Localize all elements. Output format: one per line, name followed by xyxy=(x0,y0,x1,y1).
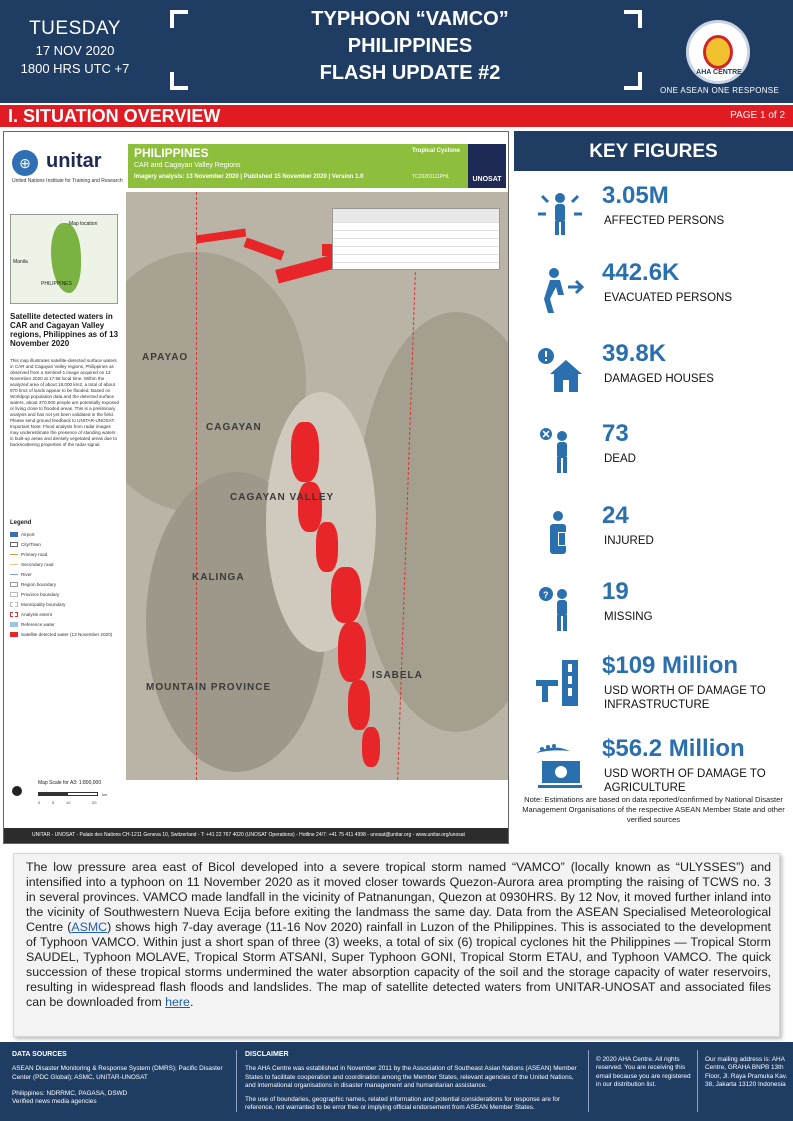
legend-item: Province boundary xyxy=(10,592,59,597)
flood-area xyxy=(348,680,370,730)
evacuated-persons-icon xyxy=(532,265,588,315)
legend-item: City/Town xyxy=(10,542,41,547)
narrative-text: The low pressure area east of Bicol developed into a severe tropical storm named “VAMCO” (locally known as “ULYSSES”) and intensified into a typhoon on 11 November 2020 as it moved closer towards Quezon-Aurora area prompting the raising of TCWS no. 3 in several provinces. VAMCO made landfall in the vicinity of Patnanungan, Quezon at 0930HRS. By 12 Nov, it moved further inland into the vicinity of Southwestern Nueva Ecija before exiting the landmass the same day. Data from the ASEAN Specialised Meteorological Centre (ASMC) shows high 7-day average (11-16 Nov 2020) rainfall in Luzon of the Philippines. This is associated to the development of Typhoon VAMCO. Within just a short span of three (3) weeks, a total of six (6) tropical cyclones hit the Philippines — Tropical Storm SAUDEL, Typhoon MOLAVE, Tropical Storm ATSANI, Super Typhoon GONI, Tropical Storm ETAU, and Typhoon VAMCO. The quick succession of these tropical storms undermined the water absorption capacity of the soil and the storage capacity of water reservoirs, resulting in widespread flash floods and landslides. The map of satellite detected waters from UNITAR-UNOSAT and associated files can be downloaded from here. xyxy=(26,860,771,1009)
footer xyxy=(0,1042,793,1121)
map-sidebar xyxy=(4,194,126,794)
scale-tick: 10 xyxy=(66,800,71,805)
inset-title: Map location xyxy=(69,221,98,227)
unosat-logo: UNOSAT xyxy=(468,144,506,188)
map-label-apayao: APAYAO xyxy=(142,352,189,363)
table-row xyxy=(333,223,499,231)
data-sources-text: ASEAN Disaster Monitoring & Response System (DMRS); Pacific Disaster Center (PDC Global); ASMC, UNITAR-UNOSAT xyxy=(12,1065,223,1081)
table-row xyxy=(333,231,499,239)
map-region: CAR and Cagayan Valley Regions xyxy=(134,162,241,169)
report-day: TUESDAY xyxy=(29,18,121,39)
table-header-row xyxy=(333,209,499,223)
legend-item: River xyxy=(10,572,32,577)
map-label-cagayan: CAGAYAN xyxy=(206,422,262,433)
data-sources-media: Verified news media agencies xyxy=(12,1098,97,1106)
missing-value: 19 xyxy=(602,578,629,605)
evacuated-label: EVACUATED PERSONS xyxy=(604,292,733,304)
key-figures-title: KEY FIGURES xyxy=(589,141,718,162)
frame-corner-bottom-right xyxy=(624,72,642,90)
scale-unit: km xyxy=(102,792,108,797)
asean-emblem-icon xyxy=(703,35,733,69)
dead-person-icon xyxy=(532,426,588,476)
flood-map xyxy=(3,131,509,844)
tagline: ONE ASEAN ONE RESPONSE xyxy=(660,86,780,95)
valley-shade xyxy=(266,392,376,652)
map-scale-label: Map Scale for A3: 1:800,000 xyxy=(38,780,102,786)
injured-value: 24 xyxy=(602,502,629,529)
svg-text:?: ? xyxy=(543,590,549,600)
inset-city: Manila xyxy=(13,259,28,265)
header-banner xyxy=(0,0,793,103)
legend-item: Analysis extent xyxy=(10,612,52,617)
flood-area xyxy=(362,727,380,767)
infrastructure-value: $109 Million xyxy=(602,652,739,679)
scale-bar xyxy=(38,792,98,796)
section-title: I. SITUATION OVERVIEW xyxy=(8,106,221,126)
injured-label: INJURED xyxy=(604,535,654,547)
evacuated-value: 442.6K xyxy=(602,259,680,286)
report-date: 17 NOV 2020 xyxy=(35,43,115,58)
injured-person-icon xyxy=(532,508,588,558)
map-label-mountain-province: MOUNTAIN PROVINCE xyxy=(146,682,272,693)
key-figure-injured xyxy=(514,502,793,582)
damaged-house-icon xyxy=(532,346,588,396)
title-line-2: PHILIPPINES xyxy=(347,35,473,57)
report-time: 1800 HRS UTC +7 xyxy=(20,61,130,76)
un-emblem-icon: ⊕ xyxy=(12,150,38,176)
damaged-houses-value: 39.8K xyxy=(602,340,667,367)
glide-code: TC20201111PHL xyxy=(412,174,450,180)
footer-address: Our mailing address is: AHA Centre, GRAHA BNPB 13th Floor, Jl. Raya Pramuka Kav. 38, Jakarta 13120 Indonesia xyxy=(705,1056,788,1088)
legend-item: Primary road xyxy=(10,552,47,557)
legend-item: Region boundary xyxy=(10,582,56,587)
footer-disclaimer xyxy=(245,1051,583,1113)
key-figure-affected xyxy=(514,182,793,262)
data-sources-title: DATA SOURCES xyxy=(12,1051,67,1058)
legend-item: Secondary road xyxy=(10,562,53,567)
inset-country: PHILIPPINES xyxy=(41,281,72,287)
situation-narrative xyxy=(13,853,780,1037)
flood-area xyxy=(331,567,361,623)
agriculture-value: $56.2 Million xyxy=(602,735,745,762)
disclaimer-text-2: The use of boundaries, geographic names, related information and potential considerations for response are for reference, not warranted to be error free or implying official endorsement from ASEAN Member States. xyxy=(245,1096,561,1112)
exposure-table xyxy=(332,208,500,270)
footer-data-sources xyxy=(12,1051,226,1106)
affected-value: 3.05M xyxy=(602,182,669,209)
report-title xyxy=(200,6,620,87)
title-line-3: FLASH UPDATE #2 xyxy=(319,62,501,84)
inset-map xyxy=(10,214,118,304)
disclaimer-text-1: The AHA Centre was established in November 2011 by the Association of Southeast Asian Nations (ASEAN) Member States to facilitate cooperation and coordination among the Member States, relevant agencies of the United Nations, and international organisations in disaster management and humanitarian assistance. xyxy=(245,1065,577,1089)
table-row xyxy=(333,255,499,263)
scale-tick: 0 xyxy=(38,800,41,805)
missing-label: MISSING xyxy=(604,611,653,623)
map-label-kalinga: KALINGA xyxy=(192,572,245,583)
scale-tick: 20 xyxy=(92,800,97,805)
legend-item: Airport xyxy=(10,532,35,537)
scale-tick: 5 xyxy=(52,800,55,805)
footer-divider xyxy=(236,1050,237,1112)
map-header xyxy=(4,132,508,192)
legend-title: Legend xyxy=(10,520,32,526)
legend-item: Satellite detected water (13 November 2020) xyxy=(10,632,112,637)
key-figure-damaged-houses xyxy=(514,340,793,420)
agriculture-damage-icon xyxy=(532,741,588,791)
agriculture-label: USD WORTH OF DAMAGE TO AGRICULTURE xyxy=(604,768,766,794)
estimation-note: Note: Estimations are based on data reported/confirmed by National Disaster Management Organisations of the respective ASEAN Member State and other verified sources xyxy=(522,795,785,824)
map-footer xyxy=(4,780,508,828)
aha-centre-logo xyxy=(686,20,750,84)
map-description: This map illustrates satellite-detected surface waters in CAR and Cagayan Valley regions, Philippines as observed from a Sentinel-1 image acquired on 13 November 2020 at 17:58 local time. Within the analyzed area of about 18,000 km2, a total of about 970 km2 of lands appear to be flooded. Based on Worldpop population data and the detected surface waters, about 370,000 people are potentially exposed or living close to flooded areas. This is a preliminary analysis and has not yet been validated in the field. Please send ground feedback to UNITAR-UNOSAT. Important Note: Flood analysis from radar images may underestimate the presence of standing waters in built-up areas and densely vegetated areas due to backscattering properties of the radar signal. xyxy=(10,358,120,447)
terrain-shade xyxy=(356,312,508,732)
map-heading: Satellite detected waters in CAR and Cagayan Valley regions, Philippines as of 13 November 2020 xyxy=(10,312,119,348)
disclaimer-title: DISCLAIMER xyxy=(245,1051,289,1058)
key-figure-dead xyxy=(514,420,793,500)
damaged-houses-label: DAMAGED HOUSES xyxy=(604,373,714,385)
unosat-contact: UNITAR - UNOSAT - Palais des Nations CH-1211 Geneva 10, Switzerland - T: +41 22 767 4020 (UNOSAT Operations) - Hotline 24/7: +41 75 411 4998 - unosat@unitar.org - www.unitar.org/unosat xyxy=(32,832,465,838)
legend-item: Reference water xyxy=(10,622,55,627)
flood-area xyxy=(316,522,338,572)
key-figures-header xyxy=(514,131,793,171)
flood-area xyxy=(196,229,247,244)
map-canvas xyxy=(126,192,508,780)
flood-area xyxy=(338,622,366,682)
section-bar xyxy=(0,105,793,127)
key-figure-infrastructure xyxy=(514,652,793,732)
map-label-cagayan-valley: CAGAYAN VALLEY xyxy=(230,492,335,503)
map-imagery-date: Imagery analysis: 13 November 2020 | Published 15 November 2020 | Version 1.0 xyxy=(134,174,364,180)
footer-copyright: © 2020 AHA Centre. All rights reserved. You are receiving this email because you are registered in our distribution list. xyxy=(596,1056,691,1088)
asmc-link[interactable]: ASMC xyxy=(71,920,108,934)
key-figure-evacuated xyxy=(514,259,793,339)
unitar-logo: unitar xyxy=(46,150,102,172)
logo-text: AHA CENTRE xyxy=(696,69,742,76)
affected-label: AFFECTED PERSONS xyxy=(604,215,725,227)
page-number: PAGE 1 of 2 xyxy=(730,110,785,121)
affected-persons-icon xyxy=(532,188,588,238)
flood-area xyxy=(243,237,284,260)
table-row xyxy=(333,247,499,255)
footer-divider xyxy=(588,1050,589,1112)
dead-label: DEAD xyxy=(604,453,636,465)
date-block xyxy=(0,18,150,76)
infrastructure-label: USD WORTH OF DAMAGE TO INFRASTRUCTURE xyxy=(604,685,766,711)
key-figure-missing xyxy=(514,578,793,658)
data-sources-national: Philippines: NDRRMC, PAGASA, DSWD xyxy=(12,1089,128,1097)
footer-divider xyxy=(697,1050,698,1112)
frame-corner-top-left xyxy=(170,10,188,28)
missing-person-icon xyxy=(532,584,588,634)
flood-area xyxy=(275,254,337,283)
infrastructure-damage-icon xyxy=(532,658,588,708)
map-bottom-bar xyxy=(4,828,508,843)
frame-corner-bottom-left xyxy=(170,72,188,90)
frame-corner-top-right xyxy=(624,10,642,28)
map-title-bar xyxy=(128,144,468,188)
unitar-subtitle: United Nations Institute for Training and Research xyxy=(12,178,123,184)
title-line-1: TYPHOON “VAMCO” xyxy=(311,8,509,30)
flood-area xyxy=(298,482,322,532)
legend-item: Municipality boundary xyxy=(10,602,65,607)
hazard-type: Tropical Cyclone xyxy=(412,148,461,154)
flood-area xyxy=(291,422,319,482)
table-row xyxy=(333,239,499,247)
map-label-isabela: ISABELA xyxy=(372,670,423,681)
map-country: PHILIPPINES xyxy=(134,146,209,160)
north-arrow-icon xyxy=(12,786,22,796)
download-map-link[interactable]: here xyxy=(165,995,190,1009)
dead-value: 73 xyxy=(602,420,629,447)
